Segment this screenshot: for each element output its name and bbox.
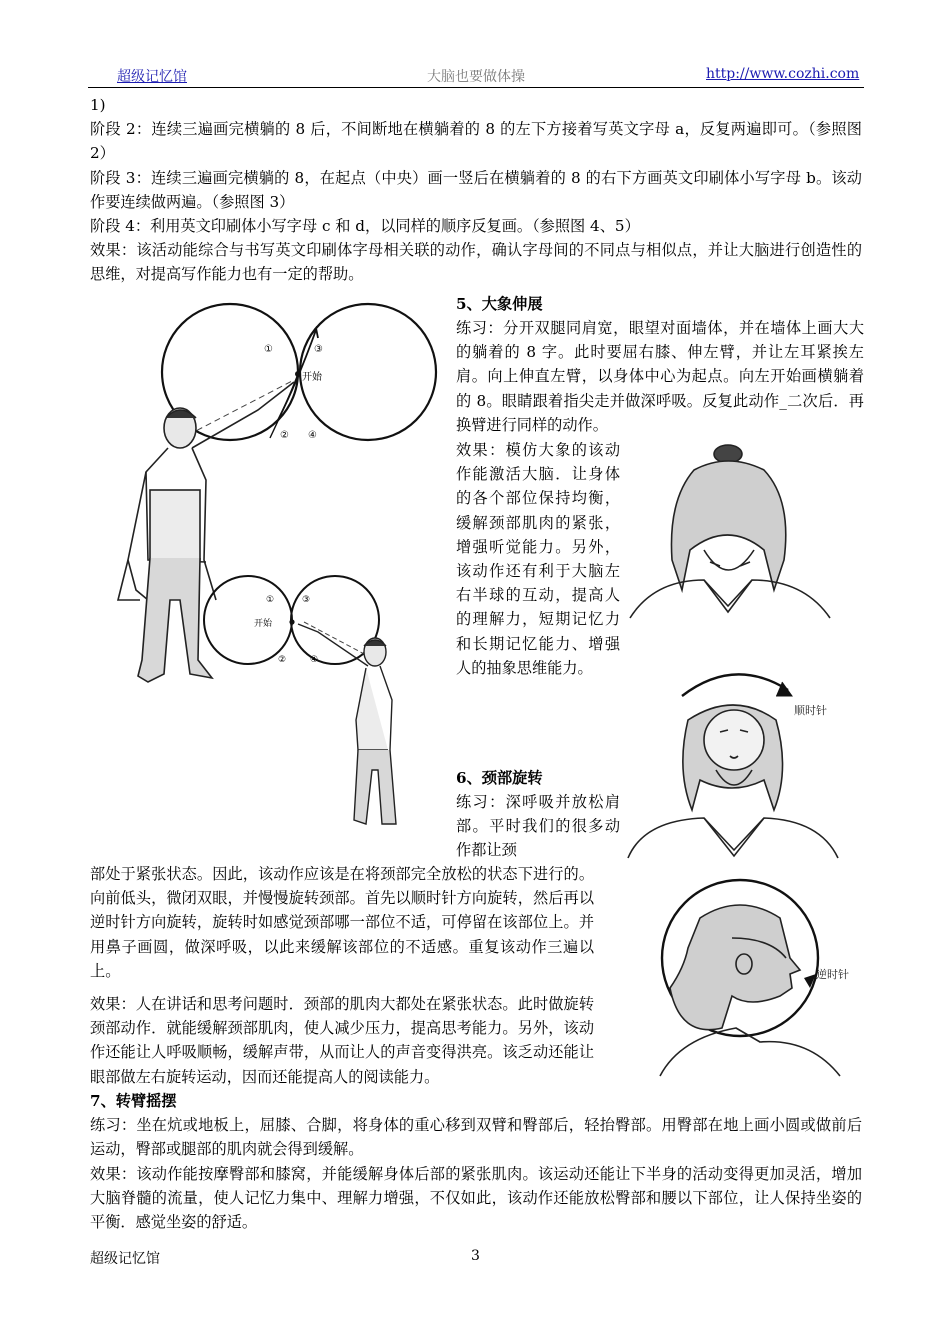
start-label-big: 开始 — [302, 372, 322, 383]
section-7-effect: 效果：该动作能按摩臀部和膝窝，并能缓解身体后部的紧张肌肉。该运动还能让下半身的活动变得更加灵活，增加大脑脊髓的流量，使人记忆力集中、理解力增强，不仅如此，该动作还能放松臀部和腰以下部位，让人保持坐姿的平衡．感觉坐姿的舒适。 — [90, 1165, 862, 1232]
small-step-4-label: ④ — [310, 655, 319, 665]
head-side-counterclockwise-illustration — [640, 878, 860, 1078]
section-5-title: 5、大象伸展 — [456, 295, 543, 313]
section-5-practice: 练习：分开双腿同肩宽，眼望对面墙体，并在墙体上画大大的躺着的 8 字。此时要屈右膝、伸左臂，并让左耳紧挨左肩。向上伸直左臂，以身体中心为起点。向左开始画横躺着的 8。眼睛跟着指尖走并做深呼吸。反复此动作_二次后．再换臂进行同样的动作。 — [456, 319, 864, 434]
counterclockwise-label: 逆时针 — [816, 968, 849, 981]
step-2-label: ② — [280, 430, 289, 441]
header-url-link[interactable]: http://www.cozhi.com — [706, 66, 860, 82]
small-step-2-label: ② — [278, 655, 287, 665]
clockwise-label: 顺时针 — [794, 704, 827, 717]
step-4-label: ④ — [308, 430, 317, 441]
footer-site-name: 超级记忆馆 — [90, 1251, 160, 1267]
paragraph-stage-3: 阶段 3：连续三遍画完横躺的 8，在起点（中央）画一竖后在横躺着的 8 的右下方画英文印刷体小写字母 b。该动作要连续做两遍。（参照图 3） — [90, 169, 862, 212]
small-step-3-label: ③ — [302, 595, 311, 605]
section-6-practice-rest: 部处于紧张状态。因此，该动作应该是在将颈部完全放松的状态下进行的。向前低头，微闭双眼，并慢慢旋转颈部。首先以顺时针方向旋转，然后再以逆时针方向旋转，旋转时如感觉颈部哪一部位不适，可停留在该部位上。并用鼻子画圆，做深呼吸，以此来缓解该部位的不适感。重复该动作三遍以上。 — [90, 865, 594, 980]
header-title: 大脑也要做体操 — [427, 69, 525, 85]
section-5-effect: 效果：模仿大象的该动作能激活大脑．让身体的各个部位保持均衡，缓解颈部肌肉的紧张，增强听觉能力。另外，该动作还有利于大脑左右半球的互动，提高人的理解力，短期记忆力和长期记忆能力、增强人的抽象思维能力。 — [456, 441, 620, 677]
start-label-small: 开始 — [254, 619, 273, 629]
elephant-stretch-illustration — [88, 300, 448, 840]
clockwise-arrow-icon — [682, 674, 788, 696]
section-7-title: 7、转臂摇摆 — [90, 1092, 177, 1110]
section-7-practice: 练习：坐在炕或地板上，屈膝、合脚，将身体的重心移到双臂和臀部后，轻抬臀部。用臀部在地上画小圆或做前后运动，臀部或腿部的肌肉就会得到缓解。 — [90, 1116, 862, 1159]
step-3-label: ③ — [314, 344, 323, 355]
head-up-clockwise-illustration — [624, 660, 844, 860]
section-6-practice-start: 练习：深呼吸并放松肩部。平时我们的很多动作都让颈 — [456, 793, 620, 860]
step-1-label: ① — [264, 344, 273, 355]
paragraph-stage-1-end: 1) — [90, 96, 106, 114]
footer-page-number: 3 — [471, 1248, 480, 1264]
section-6-effect: 效果：人在讲话和思考问题时．颈部的肌肉大都处在紧张状态。此时做旋转颈部动作．就能缓解颈部肌肉，使人减少压力，提高思考能力。另外，该动作还能让人呼吸顺畅，缓解声带，从而让人的声音变得洪亮。该乏动还能让眼部做左右旋转运动，因而还能提高人的阅读能力。 — [90, 995, 594, 1086]
small-step-1-label: ① — [266, 595, 275, 605]
paragraph-stage-4: 阶段 4：利用英文印刷体小写字母 c 和 d，以同样的顺序反复画。（参照图 4、5） — [90, 217, 640, 235]
head-down-illustration — [624, 440, 844, 620]
paragraph-stage-2: 阶段 2：连续三遍画完横躺的 8 后，不间断地在横躺着的 8 的左下方接着写英文字母 a，反复两遍即可。（参照图 2） — [90, 120, 862, 163]
header-rule — [88, 87, 864, 88]
paragraph-effect-1: 效果：该活动能综合与书写英文印刷体字母相关联的动作，确认字母间的不同点与相似点，并让大脑进行创造性的思维，对提高写作能力也有一定的帮助。 — [90, 241, 862, 284]
header-site-link[interactable]: 超级记忆馆 — [117, 69, 187, 85]
section-6-title: 6、颈部旋转 — [456, 769, 543, 787]
